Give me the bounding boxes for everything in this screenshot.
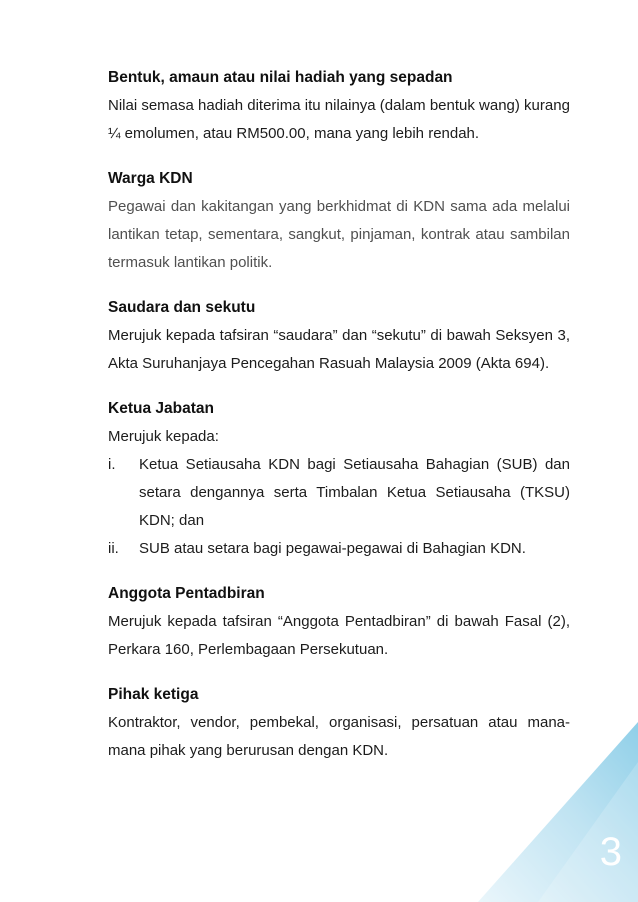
- text-hadiah-line-1: Nilai semasa hadiah diterima itu nilainya (dalam bentuk wang) kurang: [108, 97, 570, 114]
- list-marker: ii.: [108, 540, 119, 557]
- section-warga: [108, 165, 570, 277]
- heading-saudara: Saudara dan sekutu: [108, 299, 256, 316]
- text-ketua-intro: Merujuk kepada:: [108, 428, 219, 445]
- text-hadiah-line-2: ¼ emolumen, atau RM500.00, mana yang lebih rendah.: [108, 125, 480, 142]
- list-item: [108, 535, 570, 563]
- heading-ketua: Ketua Jabatan: [108, 400, 214, 417]
- text-pihak: Kontraktor, vendor, pembekal, organisasi, persatuan atau mana-mana pihak yang berurusan dengan KDN.: [108, 714, 570, 759]
- list-item-text: SUB atau setara bagi pegawai-pegawai di Bahagian KDN.: [139, 540, 526, 557]
- list-marker: i.: [108, 456, 116, 473]
- definitions-content: [108, 64, 570, 782]
- section-saudara: [108, 294, 570, 378]
- heading-warga: Warga KDN: [108, 170, 193, 187]
- list-item-text: Ketua Setiausaha KDN bagi Setiausaha Bahagian (SUB) dan setara dengannya serta Timbalan Ketua Setiausaha (TKSU) KDN; dan: [139, 456, 570, 529]
- heading-hadiah: Bentuk, amaun atau nilai hadiah yang sepadan: [108, 69, 453, 86]
- ketua-list: [108, 451, 570, 563]
- text-warga: Pegawai dan kakitangan yang berkhidmat di KDN sama ada melalui lantikan tetap, sementara, sangkut, pinjaman, kontrak atau sambilan termasuk lantikan politik.: [108, 198, 570, 271]
- heading-anggota: Anggota Pentadbiran: [108, 585, 265, 602]
- heading-pihak: Pihak ketiga: [108, 686, 199, 703]
- page-number: 3: [599, 830, 622, 874]
- section-ketua: [108, 395, 570, 563]
- text-saudara: Merujuk kepada tafsiran “saudara” dan “sekutu” di bawah Seksyen 3, Akta Suruhanjaya Pencegahan Rasuah Malaysia 2009 (Akta 694).: [108, 327, 570, 372]
- text-anggota: Merujuk kepada tafsiran “Anggota Pentadbiran” di bawah Fasal (2), Perkara 160, Perlembagaan Persekutuan.: [108, 613, 570, 658]
- section-hadiah: [108, 64, 570, 148]
- section-anggota: [108, 580, 570, 664]
- corner-decoration: [478, 722, 638, 902]
- list-item: [108, 451, 570, 535]
